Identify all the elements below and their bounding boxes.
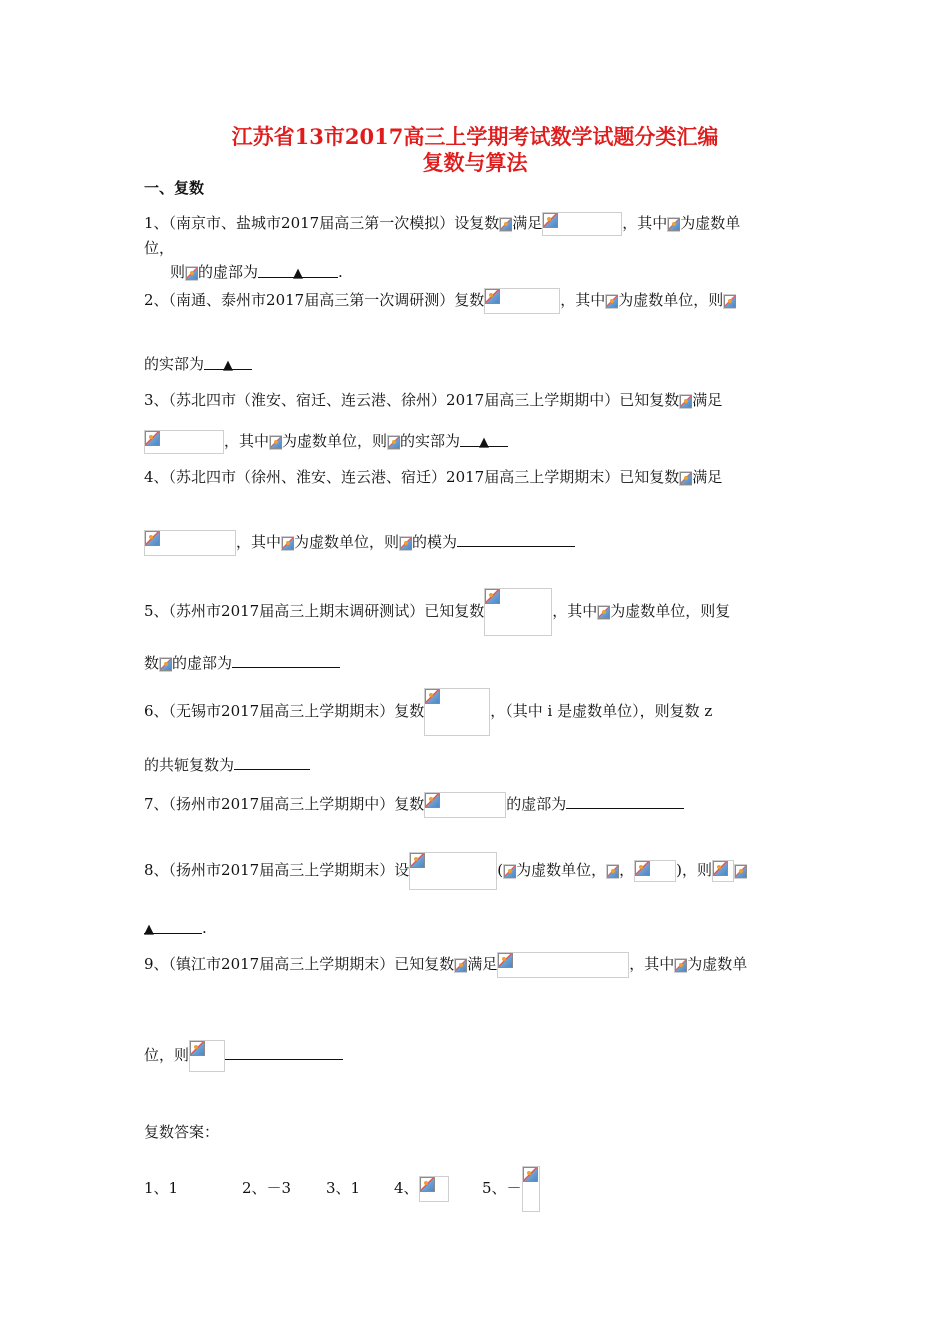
broken-image-icon (598, 606, 610, 619)
formula-image (159, 657, 172, 672)
formula-image (605, 294, 618, 309)
answer-blank (225, 1044, 343, 1060)
answer-3: 3、1 (326, 1179, 361, 1197)
question-5-cont: 数 的虚部为 (144, 652, 340, 673)
formula-image (399, 536, 412, 551)
formula-image (499, 217, 512, 232)
question-9: 9、（镇江市2017届高三上学期期末）已知复数 满足 ，其中 为虚数单 (144, 952, 747, 978)
formula-image (424, 688, 490, 736)
broken-image-icon (500, 218, 512, 231)
section-heading: 一、复数 (144, 179, 205, 197)
formula-image (185, 266, 198, 281)
broken-image-icon (498, 953, 513, 968)
broken-image-icon (635, 861, 650, 876)
formula-image (674, 958, 687, 973)
broken-image-icon (420, 1177, 435, 1192)
broken-image-icon (724, 295, 736, 308)
broken-image-icon (607, 865, 619, 878)
broken-image-icon (606, 295, 618, 308)
formula-image (424, 792, 506, 818)
answer-blank (566, 793, 684, 809)
question-2: 2、（南通、泰州市2017届高三第一次调研测）复数 ，其中 为虚数单位，则 (144, 288, 736, 314)
formula-image (144, 430, 224, 454)
formula-image (503, 864, 516, 879)
broken-image-icon (675, 959, 687, 972)
formula-image (723, 294, 736, 309)
answer-1: 1、1 (144, 1179, 179, 1197)
broken-image-icon (410, 853, 425, 868)
question-2-cont: 的实部为 ▲ (144, 354, 252, 374)
broken-image-icon (680, 472, 692, 485)
broken-image-icon (523, 1167, 538, 1182)
formula-image (606, 864, 619, 879)
answers-title: 复数答案： (144, 1123, 220, 1141)
broken-image-icon (425, 793, 440, 808)
question-6: 6、（无锡市2017届高三上学期期末）复数 ，（其中 i 是虚数单位），则复数 z (144, 688, 712, 736)
broken-image-icon (160, 658, 172, 671)
question-1: 1、（南京市、盐城市2017届高三第一次模拟）设复数 满足 ，其中 为虚数单 (144, 212, 740, 236)
question-3-cont: ，其中 为虚数单位，则 的实部为 ▲ (144, 430, 508, 454)
broken-image-icon (485, 289, 500, 304)
answer-4: 4、 (394, 1175, 482, 1202)
formula-image (419, 1176, 449, 1202)
broken-image-icon (282, 537, 294, 550)
formula-image (497, 952, 629, 978)
formula-image (281, 536, 294, 551)
doc-title-line1: 江苏省13市2017高三上学期考试数学试题分类汇编 (231, 124, 719, 149)
formula-image (679, 394, 692, 409)
formula-image (734, 864, 747, 879)
broken-image-icon (190, 1041, 205, 1056)
broken-image-icon (388, 436, 400, 449)
answer-blank: ▲ (460, 431, 508, 447)
broken-image-icon (400, 537, 412, 550)
question-8-cont: ▲ . (144, 919, 207, 937)
doc-title-line2: 复数与算法 (422, 150, 528, 175)
formula-image (484, 588, 552, 636)
question-8: 8、（扬州市2017届高三上学期期末）设 ( 为虚数单位， ， )，则 (144, 852, 747, 890)
formula-image (679, 471, 692, 486)
formula-image (634, 860, 676, 882)
broken-image-icon (455, 959, 467, 972)
question-1-cont2: 则 的虚部为 ▲ . (170, 263, 343, 281)
question-9-cont: 位，则 (144, 1040, 343, 1072)
question-3: 3、（苏北四市（淮安、宿迁、连云港、徐州）2017届高三上学期期中）已知复数 满足 (144, 391, 723, 409)
formula-image (189, 1040, 225, 1072)
broken-image-icon (145, 531, 160, 546)
broken-image-icon (668, 218, 680, 231)
broken-image-icon (680, 395, 692, 408)
answer-blank: ▲ (258, 262, 338, 278)
formula-image (542, 212, 622, 236)
question-6-cont: 的共轭复数为 (144, 754, 310, 775)
formula-image (144, 530, 236, 556)
broken-image-icon (270, 436, 282, 449)
answer-blank (232, 652, 340, 668)
formula-image (522, 1166, 540, 1212)
broken-image-icon (425, 689, 440, 704)
formula-image (597, 605, 610, 620)
answer-5: 5、－ (482, 1179, 540, 1197)
broken-image-icon (145, 431, 160, 446)
answers-row (144, 1166, 540, 1212)
question-4: 4、（苏北四市（徐州、淮安、连云港、宿迁）2017届高三上学期期末）已知复数 满足 (144, 468, 723, 486)
question-7: 7、（扬州市2017届高三上学期期中）复数 的虚部为 (144, 792, 684, 818)
broken-image-icon (186, 267, 198, 280)
broken-image-icon (543, 213, 558, 228)
formula-image (454, 958, 467, 973)
broken-image-icon (713, 861, 728, 876)
formula-image (712, 860, 734, 882)
broken-image-icon (504, 865, 516, 878)
formula-image (387, 435, 400, 450)
question-5: 5、（苏州市2017届高三上期末调研测试）已知复数 ，其中 为虚数单位，则复 (144, 588, 730, 636)
question-4-cont: ，其中 为虚数单位，则 的模为 (144, 530, 575, 556)
answer-2: 2、－3 (242, 1179, 292, 1197)
answer-blank: ▲ (204, 354, 252, 370)
formula-image (484, 288, 560, 314)
formula-image (667, 217, 680, 232)
broken-image-icon (735, 865, 747, 878)
answer-blank: ▲ (144, 918, 202, 934)
answer-blank (457, 531, 575, 547)
formula-image (269, 435, 282, 450)
broken-image-icon (485, 589, 500, 604)
formula-image (409, 852, 497, 890)
answer-blank (234, 754, 310, 770)
question-1-cont: 位， (144, 239, 175, 257)
